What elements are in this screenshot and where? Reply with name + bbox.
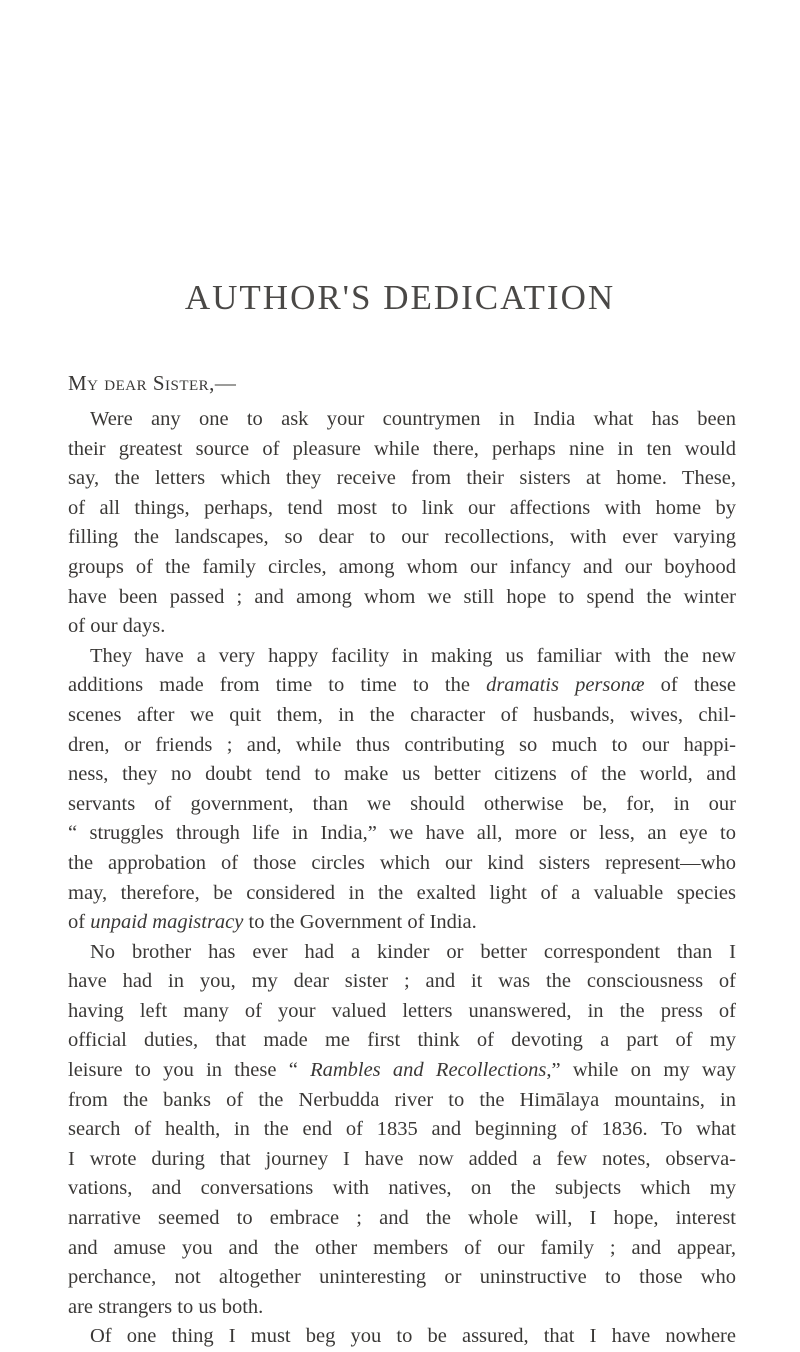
italic-phrase: dramatis personæ [486,674,645,697]
text-line: leisure to you in these “ Rambles and Recollections,” while on my way [68,1059,737,1082]
text-line: from the banks of the Nerbudda river to the Himālaya mountains, in [68,1088,736,1111]
text-line: No brother has ever had a kinder or better correspondent than I [90,940,736,963]
dedication-body [68,405,736,1352]
text-line: “ struggles through life in India,” we have all, more or less, an eye to [68,822,736,845]
text-line: Were any one to ask your countrymen in India what has been [90,408,736,430]
page-title: AUTHOR'S DEDICATION [184,278,616,317]
text-line: ness, they no doubt tend to make us better citizens of the world, and [68,763,736,786]
text-line: additions made from time to time to the dramatis personæ of these [68,674,736,697]
text-line: vations, and conversations with natives, on the subjects which my [68,1177,736,1200]
text-line: official duties, that made me first think of devoting a part of my [68,1029,736,1052]
text-line: are strangers to us both. [68,1295,264,1318]
text-line: perchance, not altogether uninteresting or uninstructive to those who [68,1266,736,1289]
text-line: and amuse you and the other members of our family ; and appear, [68,1236,736,1259]
text-line: I wrote during that journey I have now added a few notes, observa- [68,1147,736,1170]
text-line: scenes after we quit them, in the character of husbands, wives, chil- [68,703,736,726]
text-line: the approbation of those circles which our kind sisters represent—who [68,851,736,874]
italic-phrase: Rambles and Recollections [310,1059,547,1082]
text-line: Of one thing I must beg you to be assured, that I have nowhere [90,1325,736,1348]
text-line: filling the landscapes, so dear to our recollections, with ever varying [68,526,736,549]
text-line: have been passed ; and among whom we still hope to spend the winter [68,585,736,608]
text-line: of unpaid magistracy to the Government of India. [68,911,477,934]
text-line: of our days. [68,615,166,638]
text-line: search of health, in the end of 1835 and beginning of 1836. To what [68,1118,736,1141]
text-line: their greatest source of pleasure while there, perhaps nine in ten would [68,437,736,460]
salutation: My dear Sister,— [68,371,237,395]
text-line: of all things, perhaps, tend most to link our affections with home by [68,496,736,519]
text-line: say, the letters which they receive from their sisters at home. These, [68,467,736,490]
text-line: have had in you, my dear sister ; and it was the consciousness of [68,970,736,993]
text-line: having left many of your valued letters unanswered, in the press of [68,999,736,1022]
text-line: groups of the family circles, among whom our infancy and our boyhood [68,555,736,578]
text-line: dren, or friends ; and, while thus contributing so much to our happi- [68,733,736,756]
text-line: They have a very happy facility in making us familiar with the new [90,644,736,667]
text-line: narrative seemed to embrace ; and the whole will, I hope, interest [68,1207,736,1230]
italic-phrase: unpaid magistracy [90,911,244,934]
text-line: may, therefore, be considered in the exalted light of a valuable species [68,881,736,904]
text-line: servants of government, than we should otherwise be, for, in our [68,792,736,815]
